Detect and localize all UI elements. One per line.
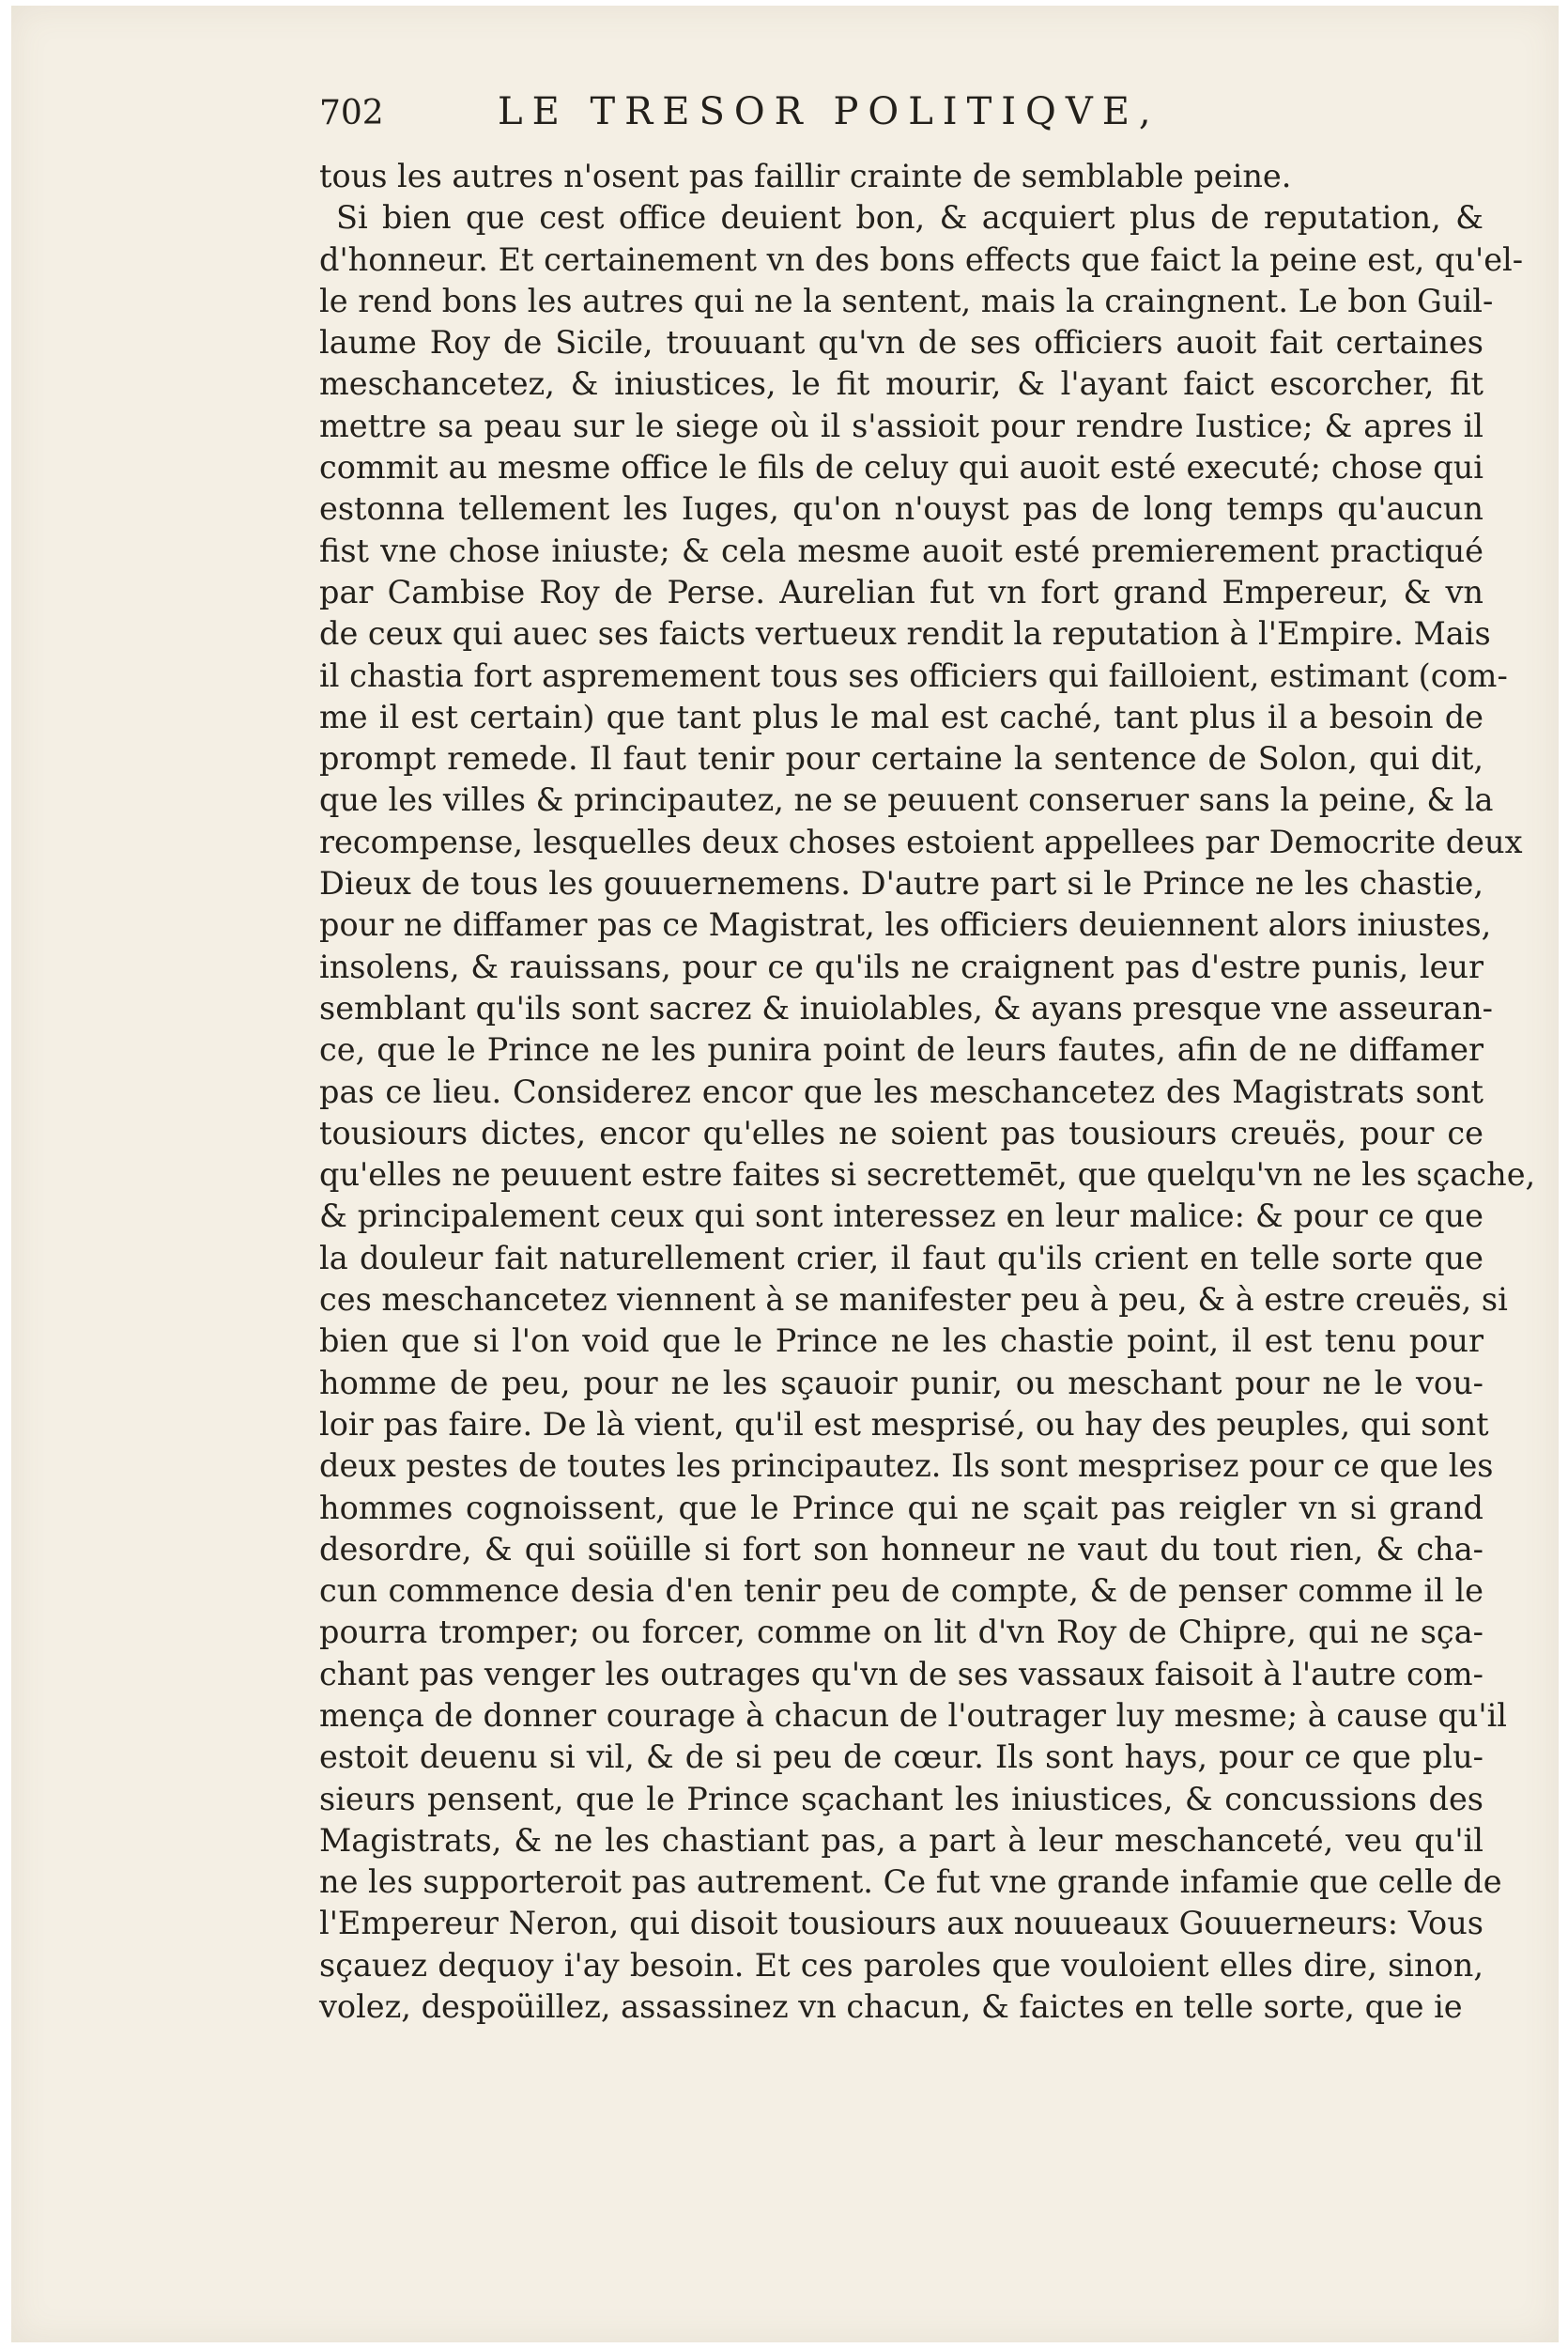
text-line: & principalement ceux qui sont interessez en leur malice: & pour ce que (319, 1197, 1483, 1235)
text-line: qu'elles ne peuuent estre faites si secrettemēt, que quelqu'vn ne les sçache, (319, 1156, 1536, 1194)
text-line: sçauez dequoy i'ay besoin. Et ces paroles que vouloient elles dire, sinon, (319, 1946, 1483, 1984)
text-line: la douleur fait naturellement crier, il faut qu'ils crient en telle sorte que (319, 1239, 1483, 1276)
text-line: bien que si l'on void que le Prince ne les chastie point, il est tenu pour (319, 1322, 1483, 1360)
text-line: ces meschancetez viennent à se manifester peu à peu, & à estre creuës, si (319, 1281, 1508, 1319)
running-head (319, 90, 1483, 154)
text-line: laume Roy de Sicile, trouuant qu'vn de ses officiers auoit fait certaines (319, 324, 1483, 362)
text-line: par Cambise Roy de Perse. Aurelian fut vn fort grand Empereur, & vn (319, 573, 1483, 610)
text-line: loir pas faire. De là vient, qu'il est mesprisé, ou hay des peuples, qui sont (319, 1405, 1489, 1443)
text-line: de ceux qui auec ses faicts vertueux rendit la reputation à l'Empire. Mais (319, 615, 1491, 653)
text-line: homme de peu, pour ne les sçauoir punir, ou meschant pour ne le vou- (319, 1364, 1483, 1401)
text-line: Si bien que cest office deuient bon, & acquiert plus de reputation, & (336, 199, 1483, 237)
text-line: prompt remede. Il faut tenir pour certaine la sentence de Solon, qui dit, (319, 740, 1483, 778)
text-line: cun commence desia d'en tenir peu de compte, & de penser comme il le (319, 1572, 1483, 1610)
text-line: meschancetez, & iniustices, le fit mourir, & l'ayant faict escorcher, fit (319, 365, 1483, 403)
text-line: insolens, & rauissans, pour ce qu'ils ne craignent pas d'estre punis, leur (319, 948, 1483, 985)
text-block (319, 90, 1536, 2028)
text-line: mença de donner courage à chacun de l'outrager luy mesme; à cause qu'il (319, 1696, 1508, 1734)
body-text (319, 156, 1536, 2028)
text-line: Magistrats, & ne les chastiant pas, a part à leur meschanceté, veu qu'il (319, 1821, 1483, 1859)
text-line: ne les supporteroit pas autrement. Ce fut vne grande infamie que celle de (319, 1863, 1502, 1901)
text-line: tous les autres n'osent pas faillir crainte de semblable peine. (319, 158, 1292, 194)
text-line: ce, que le Prince ne les punira point de leurs fautes, afin de ne diffamer (319, 1031, 1483, 1069)
text-line: desordre, & qui soüille si fort son honneur ne vaut du tout rien, & cha- (319, 1530, 1483, 1568)
text-line: recompense, lesquelles deux choses estoient appellees par Democrite deux (319, 823, 1523, 860)
text-line: pourra tromper; ou forcer, comme on lit d'vn Roy de Chipre, qui ne sça- (319, 1614, 1483, 1651)
text-line: pas ce lieu. Considerez encor que les meschancetez des Magistrats sont (319, 1073, 1483, 1110)
text-line: volez, despoüillez, assassinez vn chacun, & faictes en telle sorte, que ie (319, 1988, 1463, 2026)
text-line: me il est certain) que tant plus le mal est caché, tant plus il a besoin de (319, 698, 1483, 735)
text-line: le rend bons les autres qui ne la sentent, mais la craingnent. Le bon Guil- (319, 282, 1494, 319)
page-number: 702 (319, 94, 384, 132)
text-line: tousiours dictes, encor qu'elles ne soient pas tousiours creuës, pour ce (319, 1114, 1483, 1151)
text-line: estoit deuenu si vil, & de si peu de cœur. Ils sont hays, pour ce que plu- (319, 1738, 1483, 1776)
running-title: LE TRESOR POLITIQVE, (498, 90, 1161, 133)
text-line: semblant qu'ils sont sacrez & inuiolables, & ayans presque vne asseuran- (319, 989, 1493, 1027)
text-line: sieurs pensent, que le Prince sçachant les iniustices, & concussions des (319, 1780, 1483, 1817)
text-line: l'Empereur Neron, qui disoit tousiours aux nouueaux Gouuerneurs: Vous (319, 1905, 1483, 1942)
text-line: commit au mesme office le fils de celuy qui auoit esté executé; chose qui (319, 449, 1483, 487)
text-line: mettre sa peau sur le siege où il s'assioit pour rendre Iustice; & apres il (319, 407, 1483, 444)
text-line: Dieux de tous les gouuernemens. D'autre part si le Prince ne les chastie, (319, 865, 1483, 903)
text-line: pour ne diffamer pas ce Magistrat, les officiers deuiennent alors iniustes, (319, 906, 1492, 944)
text-line: d'honneur. Et certainement vn des bons effects que faict la peine est, qu'el- (319, 240, 1524, 278)
text-line: hommes cognoissent, que le Prince qui ne sçait pas reigler vn si grand (319, 1489, 1483, 1526)
text-line: il chastia fort aspremement tous ses officiers qui failloient, estimant (com- (319, 657, 1508, 694)
text-line: fist vne chose iniuste; & cela mesme auoit esté premierement practiqué (319, 532, 1483, 569)
text-line: deux pestes de toutes les principautez. Ils sont mesprisez pour ce que les (319, 1447, 1494, 1485)
text-line: que les villes & principautez, ne se peuuent conseruer sans la peine, & la (319, 781, 1494, 819)
text-line: chant pas venger les outrages qu'vn de ses vassaux faisoit à l'autre com- (319, 1655, 1483, 1692)
text-line: estonna tellement les Iuges, qu'on n'ouyst pas de long temps qu'aucun (319, 490, 1483, 528)
book-page (11, 6, 1559, 2342)
